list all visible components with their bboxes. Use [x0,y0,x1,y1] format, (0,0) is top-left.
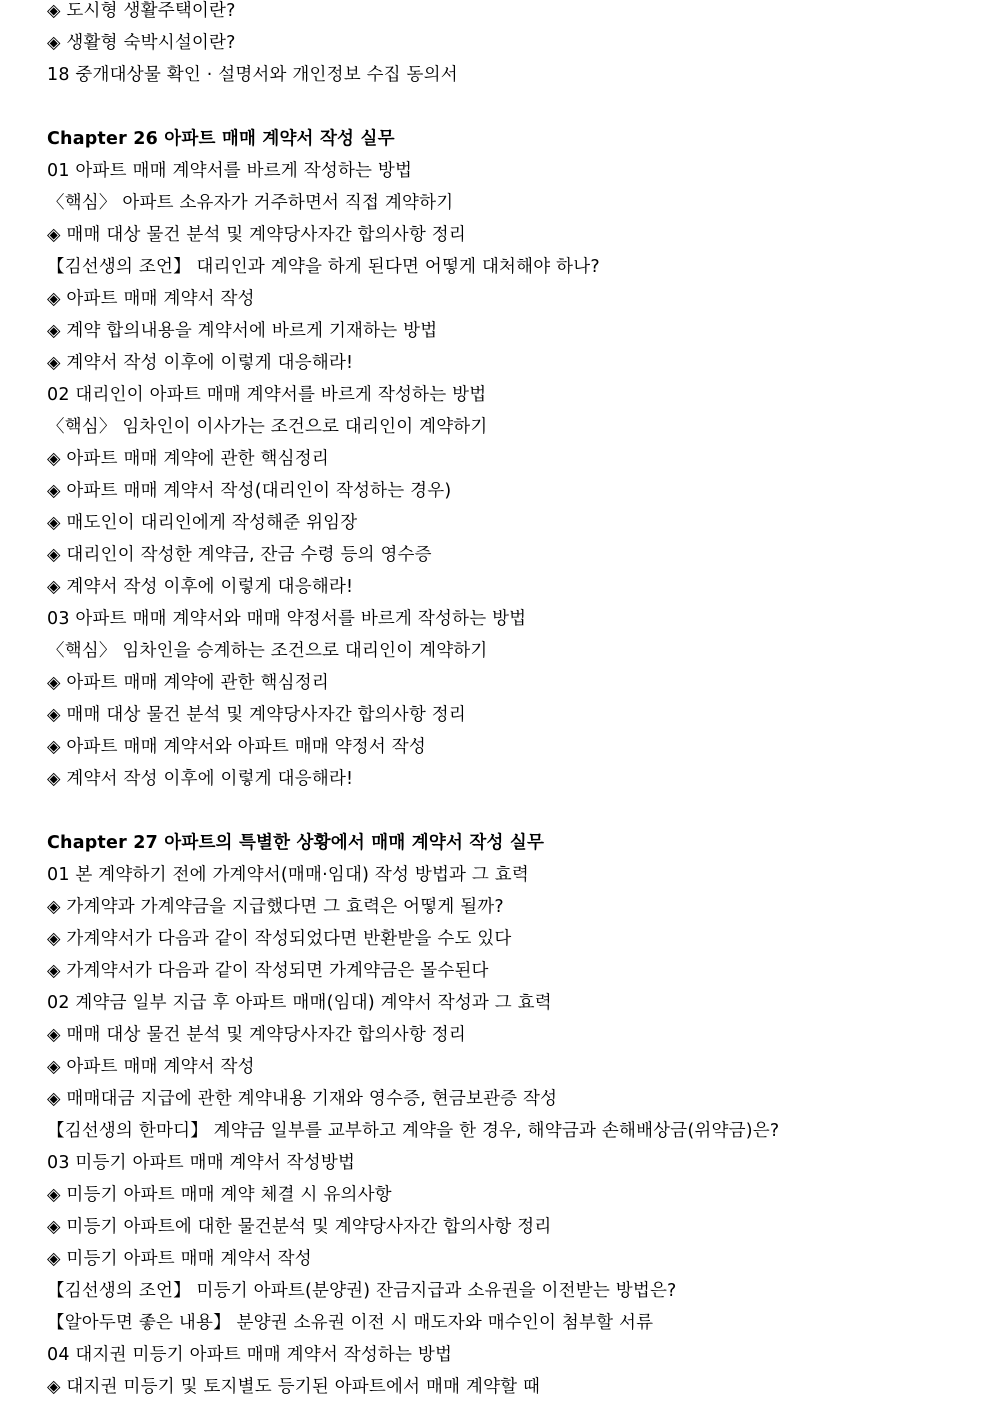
preceding-toc-section [47,0,992,91]
toc-line: ◈ 아파트 매매 계약서 작성 [47,1057,255,1077]
chapter-26-section [47,123,992,795]
toc-line: ◈ 가계약서가 다음과 같이 작성되었다면 반환받을 수도 있다 [47,929,512,949]
toc-line: ◈ 계약 합의내용을 계약서에 바르게 기재하는 방법 [47,321,438,341]
toc-line: 【김선생의 조언】 대리인과 계약을 하게 된다면 어떻게 대처해야 하나? [47,257,600,277]
toc-line: ◈ 미등기 아파트에 대한 물건분석 및 계약당사자간 합의사항 정리 [47,1217,552,1237]
chapter-27-title: Chapter 27 아파트의 특별한 상황에서 매매 계약서 작성 실무 [47,833,545,853]
section-spacer [47,795,992,827]
toc-line: ◈ 아파트 매매 계약에 관한 핵심정리 [47,449,329,469]
toc-line: 〈핵심〉 아파트 소유자가 거주하면서 직접 계약하기 [47,193,454,213]
toc-line: ◈ 아파트 매매 계약서 작성 [47,289,255,309]
toc-line: 【알아두면 좋은 내용】 분양권 소유권 이전 시 매도자와 매수인이 첨부할 서류 [47,1313,654,1333]
toc-line: ◈ 도시형 생활주택이란? [47,1,236,21]
toc-line: ◈ 매도인이 대리인에게 작성해준 위임장 [47,513,358,533]
toc-line: ◈ 생활형 숙박시설이란? [47,33,236,53]
toc-line: ◈ 미등기 아파트 매매 계약 체결 시 유의사항 [47,1185,392,1205]
toc-line: ◈ 아파트 매매 계약서와 아파트 매매 약정서 작성 [47,737,426,757]
toc-line: 【김선생의 조언】 미등기 아파트(분양권) 잔금지급과 소유권을 이전받는 방법은? [47,1281,677,1301]
toc-line: 04 대지권 미등기 아파트 매매 계약서 작성하는 방법 [47,1345,453,1365]
toc-line: 03 미등기 아파트 매매 계약서 작성방법 [47,1153,356,1173]
toc-line: ◈ 계약서 작성 이후에 이렇게 대응해라! [47,577,354,597]
toc-line: ◈ 아파트 매매 계약에 관한 핵심정리 [47,673,329,693]
toc-line: ◈ 가계약과 가계약금을 지급했다면 그 효력은 어떻게 될까? [47,897,504,917]
chapter-26-title: Chapter 26 아파트 매매 계약서 작성 실무 [47,129,395,149]
toc-line: 〈핵심〉 임차인이 이사가는 조건으로 대리인이 계약하기 [47,417,488,437]
toc-line: ◈ 매매 대상 물건 분석 및 계약당사자간 합의사항 정리 [47,705,466,725]
toc-line: ◈ 대리인이 작성한 계약금, 잔금 수령 등의 영수증 [47,545,432,565]
toc-line: ◈ 아파트 매매 계약서 작성(대리인이 작성하는 경우) [47,481,452,501]
toc-line: ◈ 가계약서가 다음과 같이 작성되면 가계약금은 몰수된다 [47,961,489,981]
toc-line: ◈ 매매대금 지급에 관한 계약내용 기재와 영수증, 현금보관증 작성 [47,1089,558,1109]
toc-line: 【김선생의 한마디】 계약금 일부를 교부하고 계약을 한 경우, 해약금과 손해배상금(위약금)은? [47,1121,780,1141]
toc-line: ◈ 계약서 작성 이후에 이렇게 대응해라! [47,769,354,789]
toc-line: 01 본 계약하기 전에 가계약서(매매·임대) 작성 방법과 그 효력 [47,865,530,885]
toc-line: 〈핵심〉 임차인을 승계하는 조건으로 대리인이 계약하기 [47,641,488,661]
toc-line: 02 계약금 일부 지급 후 아파트 매매(임대) 계약서 작성과 그 효력 [47,993,552,1013]
toc-line: ◈ 매매 대상 물건 분석 및 계약당사자간 합의사항 정리 [47,225,466,245]
toc-line: 18 중개대상물 확인 · 설명서와 개인정보 수집 동의서 [47,65,458,85]
toc-line: 02 대리인이 아파트 매매 계약서를 바르게 작성하는 방법 [47,385,487,405]
toc-line: ◈ 계약서 작성 이후에 이렇게 대응해라! [47,353,354,373]
toc-line: 03 아파트 매매 계약서와 매매 약정서를 바르게 작성하는 방법 [47,609,527,629]
toc-line: ◈ 대지권 미등기 및 토지별도 등기된 아파트에서 매매 계약할 때 [47,1377,541,1397]
toc-line: 01 아파트 매매 계약서를 바르게 작성하는 방법 [47,161,413,181]
toc-line: ◈ 매매 대상 물건 분석 및 계약당사자간 합의사항 정리 [47,1025,466,1045]
section-spacer [47,91,992,123]
toc-line: ◈ 미등기 아파트 매매 계약서 작성 [47,1249,312,1269]
chapter-27-section [47,827,992,1403]
